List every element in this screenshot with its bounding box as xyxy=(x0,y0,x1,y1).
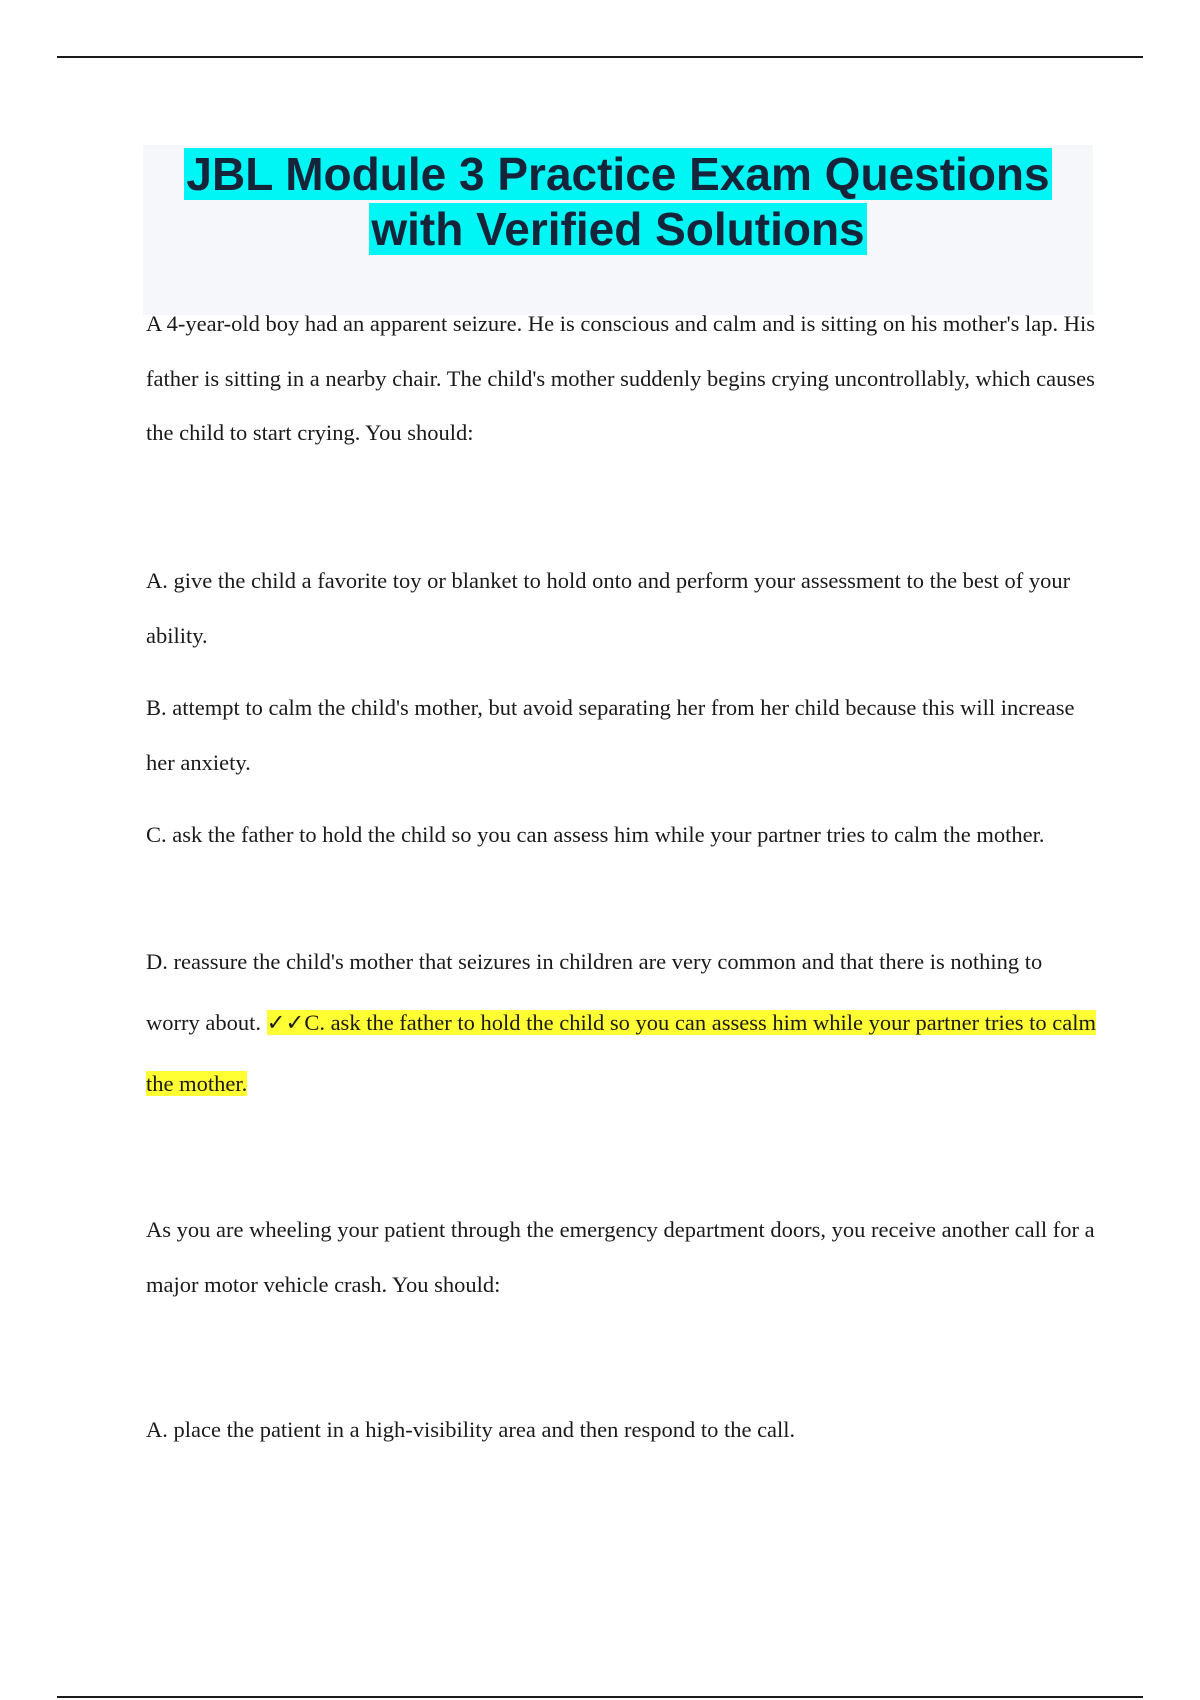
question-1-option-a: A. give the child a favorite toy or blanket to hold onto and perform your assessment to the best of your ability. xyxy=(146,568,1071,648)
question-2-stem: As you are wheeling your patient through the emergency department doors, you receive another call for a major motor vehicle crash. You should: xyxy=(146,1217,1095,1297)
question-1-answer: ✓✓C. ask the father to hold the child so you can assess him while your partner tries to calm the mother. xyxy=(146,1010,1097,1096)
question-1-stem: A 4-year-old boy had an apparent seizure. He is conscious and calm and is sitting on his mother's lap. His father is sitting in a nearby chair. The child's mother suddenly begins crying uncontrollably, which causes the child to start crying. You should: xyxy=(146,311,1096,445)
header-rule xyxy=(57,56,1143,58)
footer-rule xyxy=(57,1696,1143,1698)
question-1-option-d-with-answer xyxy=(146,931,1096,1114)
title-block xyxy=(143,145,1093,315)
document-title xyxy=(143,147,1093,257)
question-1-option-c: C. ask the father to hold the child so you can assess him while your partner tries to calm the mother. xyxy=(146,822,1045,847)
title-line-1: JBL Module 3 Practice Exam Questions xyxy=(186,148,1050,200)
question-2-option-a: A. place the patient in a high-visibility area and then respond to the call. xyxy=(146,1417,796,1442)
question-1-option-d: D. reassure the child's mother that seizures in children are very common and that there is nothing to worry about. xyxy=(146,949,1043,1035)
question-1-option-b: B. attempt to calm the child's mother, but avoid separating her from her child because this will increase her anxiety. xyxy=(146,695,1075,775)
title-line-2: with Verified Solutions xyxy=(371,203,865,255)
